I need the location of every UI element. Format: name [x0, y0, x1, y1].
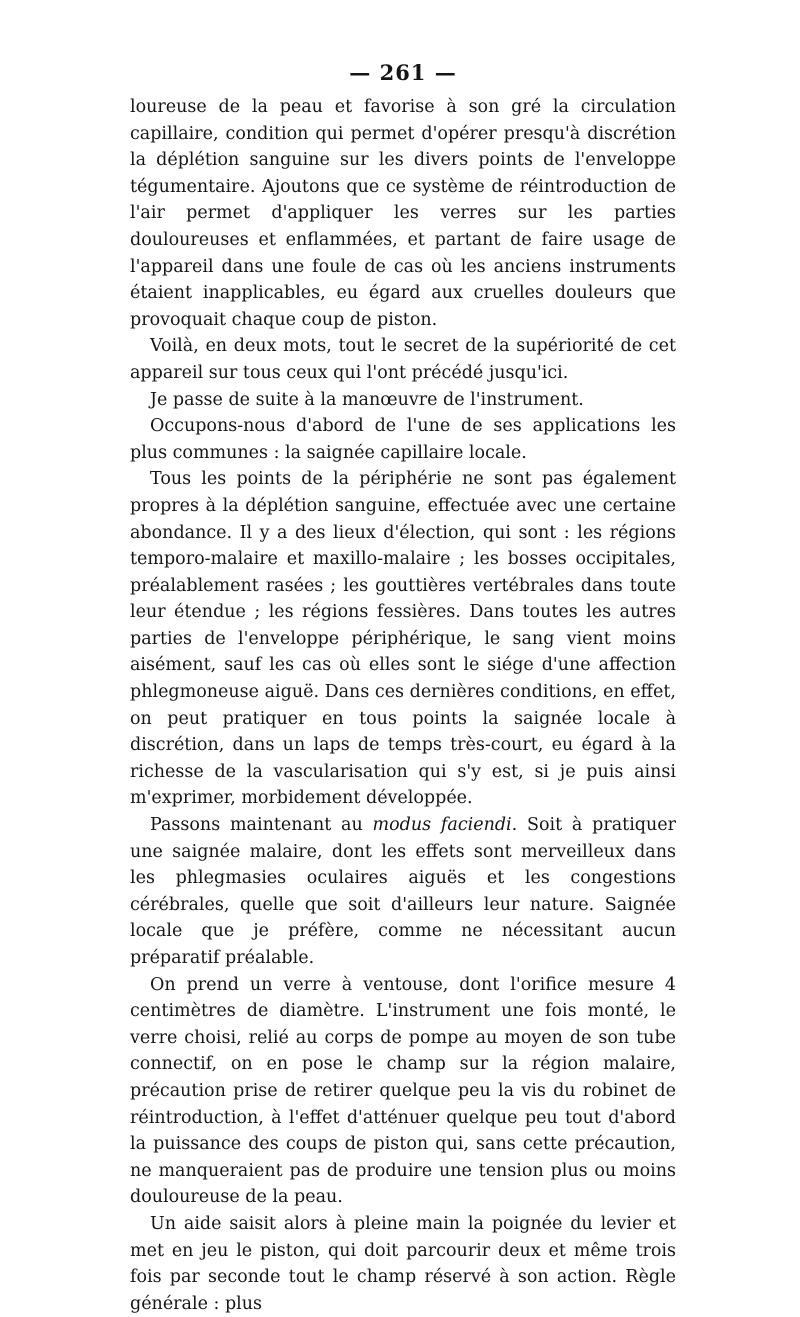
- paragraph: Un aide saisit alors à pleine main la poignée du levier et met en jeu le piston, qui doit parcourir deux et même trois fois par seconde tout le champ réservé à son action. Règle générale : plus: [130, 1213, 676, 1314]
- paragraph: Voilà, en deux mots, tout le secret de la supériorité de cet appareil sur tous ceux qui l'ont précédé jusqu'ici.: [130, 336, 676, 383]
- paragraph-continued: loureuse de la peau et favorise à son gré la circulation capillaire, condition qui permet d'opérer presqu'à discrétion la déplétion sanguine sur les divers points de l'enveloppe tégumentaire. Ajoutons que ce système de réintroduction de l'air permet d'appliquer les verres sur les parties douloureuses et enflammées, et partant de faire usage de l'appareil dans une foule de cas où les anciens instruments étaient inapplicables, eu égard aux cruelles douleurs que provoquait chaque coup de piston.: [130, 97, 676, 330]
- paragraph: Tous les points de la périphérie ne sont pas également propres à la déplétion sanguine, effectuée avec une certaine abondance. Il y a des lieux d'élection, qui sont : les régions temporo-malaire et maxillo-malaire ; les bosses occipitales, préalablement rasées ; les gouttières vertébrales dans toute leur étendue ; les régions fessières. Dans toutes les autres parties de l'enveloppe périphérique, le sang vient moins aisément, sauf les cas où elles sont le siége d'une affection phlegmoneuse aiguë. Dans ces dernières conditions, en effet, on peut pratiquer en tous points la saignée locale à discrétion, dans un laps de temps très-court, eu égard à la richesse de la vascularisation qui s'y est, si je puis ainsi m'exprimer, morbidement développée.: [130, 469, 676, 809]
- page-number: — 261 —: [349, 60, 457, 85]
- paragraph: Je passe de suite à la manœuvre de l'instrument.: [150, 389, 584, 410]
- paragraph-text-before: Passons maintenant au: [150, 815, 373, 836]
- paragraph-modus-faciendi: [130, 812, 676, 972]
- paragraph-text-after: Soit à pratiquer une saignée malaire, dont les effets sont merveilleux dans les phlegmasies oculaires aiguës et les congestions cérébrales, quelle que soit d'ailleurs leur nature. Saignée locale que je préfère, comme ne nécessitant aucun préparatif préalable.: [130, 815, 676, 968]
- paragraph: Occupons-nous d'abord de l'une de ses applications les plus communes : la saignée capillaire locale.: [130, 416, 676, 463]
- italic-term: modus faciendi.: [372, 815, 518, 836]
- paragraph: On prend un verre à ventouse, dont l'orifice mesure 4 centimètres de diamètre. L'instrument une fois monté, le verre choisi, relié au corps de pompe au moyen de son tube connectif, on en pose le champ sur la région malaire, précaution prise de retirer quelque peu la vis du robinet de réintroduction, à l'effet d'atténuer quelque peu tout d'abord la puissance des coups de piston qui, sans cette précaution, ne manqueraient pas de produire une tension plus ou moins douloureuse de la peau.: [130, 974, 676, 1208]
- body-text: [130, 94, 676, 1317]
